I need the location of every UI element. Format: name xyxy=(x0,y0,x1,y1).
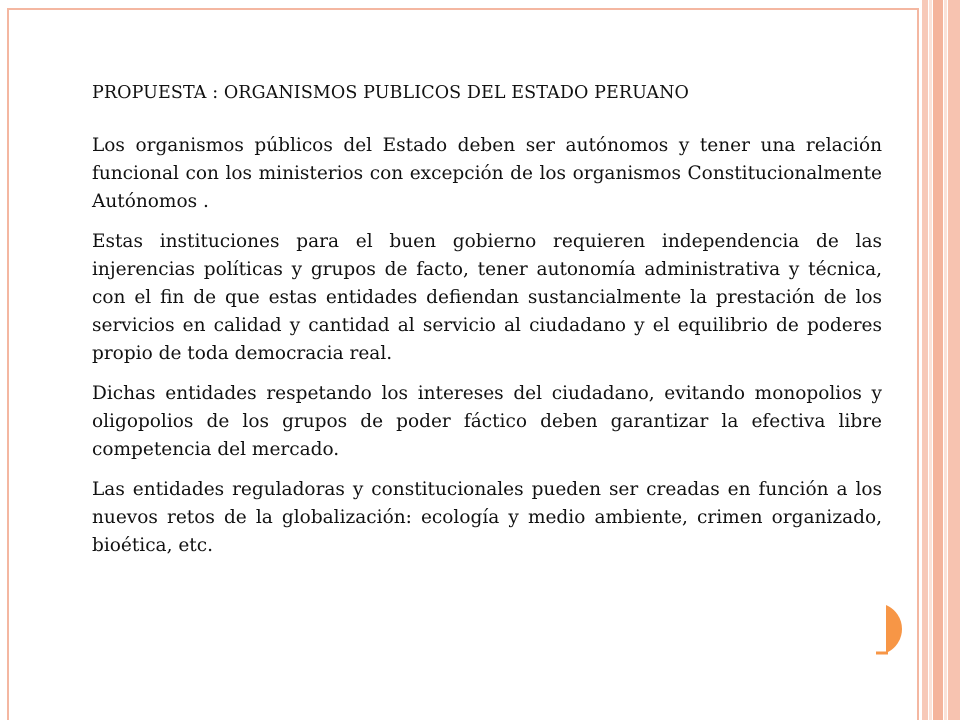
paragraph-4: Las entidades reguladoras y constitucionales pueden ser creadas en función a los nuevos retos de la globalización: ecología y medio ambiente, crimen organizado, bioética, etc. xyxy=(92,479,882,556)
decorative-stripe xyxy=(948,0,960,720)
paragraph-3: Dichas entidades respetando los intereses del ciudadano, evitando monopolios y oligopolios de los grupos de poder fáctico deben garantizar la efectiva libre competencia del mercado. xyxy=(92,383,882,460)
slide-content xyxy=(92,78,882,572)
half-circle-ornament xyxy=(874,603,914,655)
decorative-stripe xyxy=(933,0,943,720)
decorative-stripe xyxy=(922,0,928,720)
decorative-stripe xyxy=(929,0,932,720)
paragraph-1: Los organismos públicos del Estado deben ser autónomos y tener una relación funcional con los ministerios con excepción de los organismos Constitucionalmente Autónomos . xyxy=(92,135,882,212)
paragraph-2: Estas instituciones para el buen gobierno requieren independencia de las injerencias políticas y grupos de facto, tener autonomía administrativa y técnica, con el fin de que estas entidades defiendan sustancialmente la prestación de los servicios en calidad y cantidad al servicio al ciudadano y el equilibrio de poderes propio de toda democracia real. xyxy=(92,231,882,364)
slide-title: PROPUESTA : ORGANISMOS PUBLICOS DEL ESTADO PERUANO xyxy=(92,83,690,103)
decorative-stripe xyxy=(944,0,947,720)
